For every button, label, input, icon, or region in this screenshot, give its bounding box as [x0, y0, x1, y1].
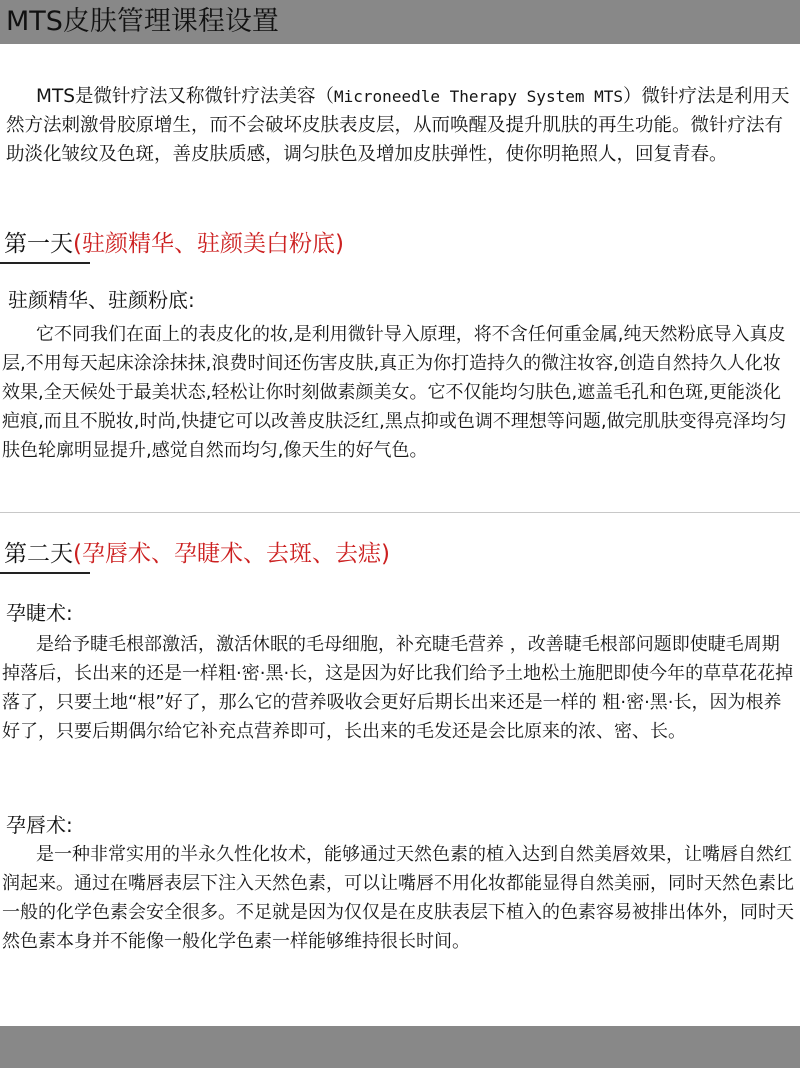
day2-note: (孕唇术、孕睫术、去斑、去痣) — [73, 541, 390, 567]
lash-paragraph — [2, 630, 796, 746]
day2-heading — [4, 538, 390, 570]
day1-paragraph — [2, 320, 796, 465]
intro-lead: MTS是微针疗法又称微针疗法美容（ — [36, 86, 335, 107]
section-divider — [0, 512, 800, 513]
day1-heading — [4, 228, 344, 260]
intro-term: Microneedle Therapy System MTS — [334, 87, 623, 106]
lash-body: 是给予睫毛根部激活，激活休眠的毛母细胞，补充睫毛营养 ，改善睫毛根部问题即使睫毛周期掉落后，长出来的还是一样粗·密·黑·长，这是因为好比我们给予土地松土施肥即使今年的草草花花掉落了，只要土地“根”好了，那么它的营养吸收会更好后期长出来还是一样的 粗·密·黑·长，因为根养好了，只要后期偶尔给它补充点营养即可，长出来的毛发还是会比原来的浓、密、长。 — [2, 634, 794, 742]
lip-paragraph — [2, 840, 796, 956]
lash-subheading: 孕睫术: — [6, 601, 73, 625]
intro-paragraph — [6, 82, 796, 169]
intro-rest: ）微针疗法是利用天然方法刺激骨胶原增生，而不会破坏皮肤表皮层，从而唤醒及提升肌肤的再生功能。微针疗法有助淡化皱纹及色斑，善皮肤质感，调匀肤色及增加皮肤弹性，使你明艳照人，回复青春。 — [6, 86, 790, 165]
footer-bar — [0, 1026, 800, 1068]
day2-label: 第二天 — [4, 541, 73, 567]
day1-underline — [0, 262, 90, 264]
day1-note: (驻颜精华、驻颜美白粉底) — [73, 231, 344, 257]
lip-subheading: 孕唇术: — [6, 813, 73, 837]
day1-subheading: 驻颜精华、驻颜粉底: — [8, 288, 195, 312]
lip-body: 是一种非常实用的半永久性化妆术，能够通过天然色素的植入达到自然美唇效果，让嘴唇自然红润起来。通过在嘴唇表层下注入天然色素，可以让嘴唇不用化妆都能显得自然美丽，同时天然色素比一般的化学色素会安全很多。不足就是因为仅仅是在皮肤表层下植入的色素容易被排出体外，同时天然色素本身并不能像一般化学色素一样能够维持很长时间。 — [2, 844, 794, 952]
header-bar — [0, 0, 800, 44]
day1-body: 它不同我们在面上的表皮化的妆,是利用微针导入原理，将不含任何重金属,纯天然粉底导入真皮层,不用每天起床涂涂抹抹,浪费时间还伤害皮肤,真正为你打造持久的微注妆容,创造自然持久人化妆效果,全天候处于最美状态,轻松让你时刻做素颜美女。它不仅能均匀肤色,遮盖毛孔和色斑,更能淡化疤痕,而且不脱妆,时尚,快捷它可以改善皮肤泛红,黑点抑或色调不理想等问题,做完肌肤变得亮泽均匀肤色轮廓明显提升,感觉自然而均匀,像天生的好气色。 — [2, 324, 787, 461]
day2-underline — [0, 572, 90, 574]
day1-label: 第一天 — [4, 231, 73, 257]
page-title: MTS皮肤管理课程设置 — [6, 6, 279, 37]
